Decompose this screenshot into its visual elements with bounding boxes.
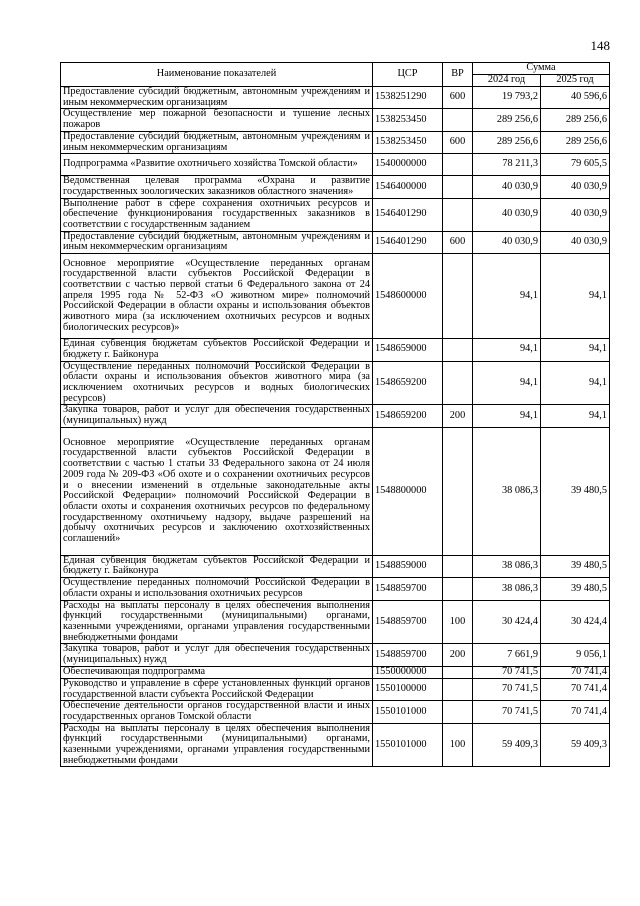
row-name: Обеспечение деятельности органов государственной власти и иных государственных органов Томской области [61, 701, 373, 723]
row-sum-2025: 30 424,4 [541, 600, 610, 644]
header-sum: Сумма [473, 63, 610, 75]
row-sum-2024: 38 086,3 [473, 578, 541, 600]
row-csr-code: 1550101000 [373, 701, 443, 723]
row-sum-2024: 30 424,4 [473, 600, 541, 644]
row-name: Предоставление субсидий бюджетным, автономным учреждениям и иным некоммерческим организациям [61, 87, 373, 109]
row-name: Обеспечивающая подпрограмма [61, 666, 373, 678]
row-sum-2025: 40 596,6 [541, 87, 610, 109]
row-sum-2025: 70 741,4 [541, 678, 610, 700]
row-sum-2025: 289 256,6 [541, 109, 610, 131]
row-vr-code: 600 [443, 87, 473, 109]
header-vr: ВР [443, 63, 473, 87]
table-row [61, 361, 610, 405]
row-csr-code: 1540000000 [373, 154, 443, 176]
row-vr-code [443, 339, 473, 361]
row-name: Закупка товаров, работ и услуг для обеспечения государственных (муниципальных) нужд [61, 405, 373, 427]
row-sum-2024: 7 661,9 [473, 644, 541, 666]
row-sum-2024: 38 086,3 [473, 555, 541, 577]
row-csr-code: 1548659200 [373, 361, 443, 405]
row-csr-code: 1548859700 [373, 578, 443, 600]
row-csr-code: 1548859700 [373, 600, 443, 644]
row-sum-2025: 40 030,9 [541, 198, 610, 231]
row-sum-2025: 79 605,5 [541, 154, 610, 176]
row-csr-code: 1548859000 [373, 555, 443, 577]
row-vr-code [443, 176, 473, 198]
table-row [61, 427, 610, 555]
row-sum-2024: 94,1 [473, 254, 541, 339]
table-row [61, 87, 610, 109]
row-vr-code: 200 [443, 644, 473, 666]
row-vr-code [443, 678, 473, 700]
table-row [61, 600, 610, 644]
row-csr-code: 1546400000 [373, 176, 443, 198]
row-name: Осуществление переданных полномочий Российской Федерации в области охраны и использования охотничьих ресурсов [61, 578, 373, 600]
header-name: Наименование показателей [61, 63, 373, 87]
row-csr-code: 1550100000 [373, 678, 443, 700]
row-name: Расходы на выплаты персоналу в целях обеспечения выполнения функций государственными (муниципальными) органами, казенными учреждениями, органами управления государственными внебюджетными фондами [61, 600, 373, 644]
row-sum-2024: 59 409,3 [473, 723, 541, 767]
row-csr-code: 1538251290 [373, 87, 443, 109]
row-vr-code [443, 154, 473, 176]
row-vr-code [443, 427, 473, 555]
row-sum-2025: 40 030,9 [541, 176, 610, 198]
row-csr-code: 1548800000 [373, 427, 443, 555]
row-csr-code: 1546401290 [373, 231, 443, 253]
row-sum-2025: 70 741,4 [541, 701, 610, 723]
row-vr-code: 200 [443, 405, 473, 427]
row-sum-2024: 19 793,2 [473, 87, 541, 109]
table-row [61, 644, 610, 666]
header-csr: ЦСР [373, 63, 443, 87]
row-csr-code: 1548659000 [373, 339, 443, 361]
row-vr-code [443, 701, 473, 723]
row-vr-code [443, 109, 473, 131]
table-row [61, 666, 610, 678]
row-sum-2024: 78 211,3 [473, 154, 541, 176]
row-name: Подпрограмма «Развитие охотничьего хозяйства Томской области» [61, 154, 373, 176]
table-row [61, 578, 610, 600]
row-sum-2024: 94,1 [473, 361, 541, 405]
row-vr-code [443, 361, 473, 405]
row-sum-2025: 289 256,6 [541, 131, 610, 153]
table-row [61, 339, 610, 361]
row-vr-code [443, 578, 473, 600]
row-csr-code: 1548600000 [373, 254, 443, 339]
row-csr-code: 1538253450 [373, 109, 443, 131]
row-sum-2024: 40 030,9 [473, 231, 541, 253]
row-name: Единая субвенция бюджетам субъектов Российской Федерации и бюджету г. Байконура [61, 339, 373, 361]
table-row [61, 176, 610, 198]
table-row [61, 154, 610, 176]
row-sum-2025: 39 480,5 [541, 578, 610, 600]
row-vr-code [443, 198, 473, 231]
row-csr-code: 1550000000 [373, 666, 443, 678]
row-vr-code [443, 254, 473, 339]
row-sum-2024: 70 741,5 [473, 701, 541, 723]
row-sum-2024: 70 741,5 [473, 678, 541, 700]
row-name: Осуществление переданных полномочий Российской Федерации в области охраны и использования объектов животного мира (за исключением охотничьих ресурсов и водных биологических ресурсов) [61, 361, 373, 405]
row-sum-2024: 40 030,9 [473, 176, 541, 198]
row-name: Предоставление субсидий бюджетным, автономным учреждениям и иным некоммерческим организациям [61, 131, 373, 153]
row-name: Закупка товаров, работ и услуг для обеспечения государственных (муниципальных) нужд [61, 644, 373, 666]
table-row [61, 198, 610, 231]
row-name: Предоставление субсидий бюджетным, автономным учреждениям и иным некоммерческим организациям [61, 231, 373, 253]
row-sum-2025: 70 741,4 [541, 666, 610, 678]
row-name: Расходы на выплаты персоналу в целях обеспечения выполнения функций государственными (муниципальными) органами, казенными учреждениями, органами управления государственными внебюджетными фондами [61, 723, 373, 767]
row-name: Основное мероприятие «Осуществление переданных органам государственной власти субъектов Российской Федерации в соответствии с частью первой статьи 6 Федерального закона от 24 апреля 1995 года № 52-ФЗ «О животном мире» полномочий Российской Федерации в области охраны и использования объектов животного мира (за исключением охотничьих ресурсов и водных биологических ресурсов)» [61, 254, 373, 339]
row-csr-code: 1546401290 [373, 198, 443, 231]
row-vr-code: 600 [443, 231, 473, 253]
row-csr-code: 1548659200 [373, 405, 443, 427]
row-sum-2024: 289 256,6 [473, 131, 541, 153]
row-csr-code: 1538253450 [373, 131, 443, 153]
table-row [61, 678, 610, 700]
row-name: Основное мероприятие «Осуществление переданных органам государственной власти субъектов Российской Федерации в соответствии с частью 1 статьи 33 Федерального закона от 24 июля 2009 года № 209-ФЗ «Об охоте и о сохранении охотничьих ресурсов и о внесении изменений в отдельные законодательные акты Российской Федерации» полномочий Российской Федерации в области охоты и сохранения охотничьих ресурсов по федеральному государственному охотничьему надзору, выдаче разрешений на добычу охотничьих ресурсов и заключению охотхозяйственных соглашений» [61, 427, 373, 555]
row-name: Ведомственная целевая программа «Охрана и развитие государственных зоологических заказников областного значения» [61, 176, 373, 198]
page-number: 148 [590, 38, 610, 53]
row-sum-2025: 9 056,1 [541, 644, 610, 666]
table-row [61, 109, 610, 131]
row-vr-code: 100 [443, 723, 473, 767]
row-sum-2025: 94,1 [541, 339, 610, 361]
table-row [61, 231, 610, 253]
table-row [61, 405, 610, 427]
row-sum-2024: 94,1 [473, 339, 541, 361]
row-sum-2025: 40 030,9 [541, 231, 610, 253]
row-sum-2024: 40 030,9 [473, 198, 541, 231]
row-sum-2025: 39 480,5 [541, 555, 610, 577]
table-row [61, 555, 610, 577]
row-csr-code: 1550101000 [373, 723, 443, 767]
row-sum-2025: 94,1 [541, 361, 610, 405]
row-sum-2025: 94,1 [541, 405, 610, 427]
row-sum-2025: 94,1 [541, 254, 610, 339]
table-row [61, 701, 610, 723]
row-name: Осуществление мер пожарной безопасности и тушение лесных пожаров [61, 109, 373, 131]
table-row [61, 723, 610, 767]
row-sum-2025: 39 480,5 [541, 427, 610, 555]
table-row [61, 131, 610, 153]
row-vr-code: 100 [443, 600, 473, 644]
header-year-2025: 2025 год [541, 75, 610, 87]
row-vr-code [443, 555, 473, 577]
row-vr-code [443, 666, 473, 678]
row-sum-2024: 70 741,5 [473, 666, 541, 678]
row-vr-code: 600 [443, 131, 473, 153]
table-row [61, 254, 610, 339]
row-name: Выполнение работ в сфере сохранения охотничьих ресурсов и обеспечение функционирования государственных заказников в соответствии с государственным заданием [61, 198, 373, 231]
row-sum-2024: 38 086,3 [473, 427, 541, 555]
row-sum-2025: 59 409,3 [541, 723, 610, 767]
row-name: Единая субвенция бюджетам субъектов Российской Федерации и бюджету г. Байконура [61, 555, 373, 577]
row-name: Руководство и управление в сфере установленных функций органов государственной власти субъекта Российской Федерации [61, 678, 373, 700]
row-csr-code: 1548859700 [373, 644, 443, 666]
header-year-2024: 2024 год [473, 75, 541, 87]
row-sum-2024: 289 256,6 [473, 109, 541, 131]
budget-table [60, 62, 610, 767]
row-sum-2024: 94,1 [473, 405, 541, 427]
